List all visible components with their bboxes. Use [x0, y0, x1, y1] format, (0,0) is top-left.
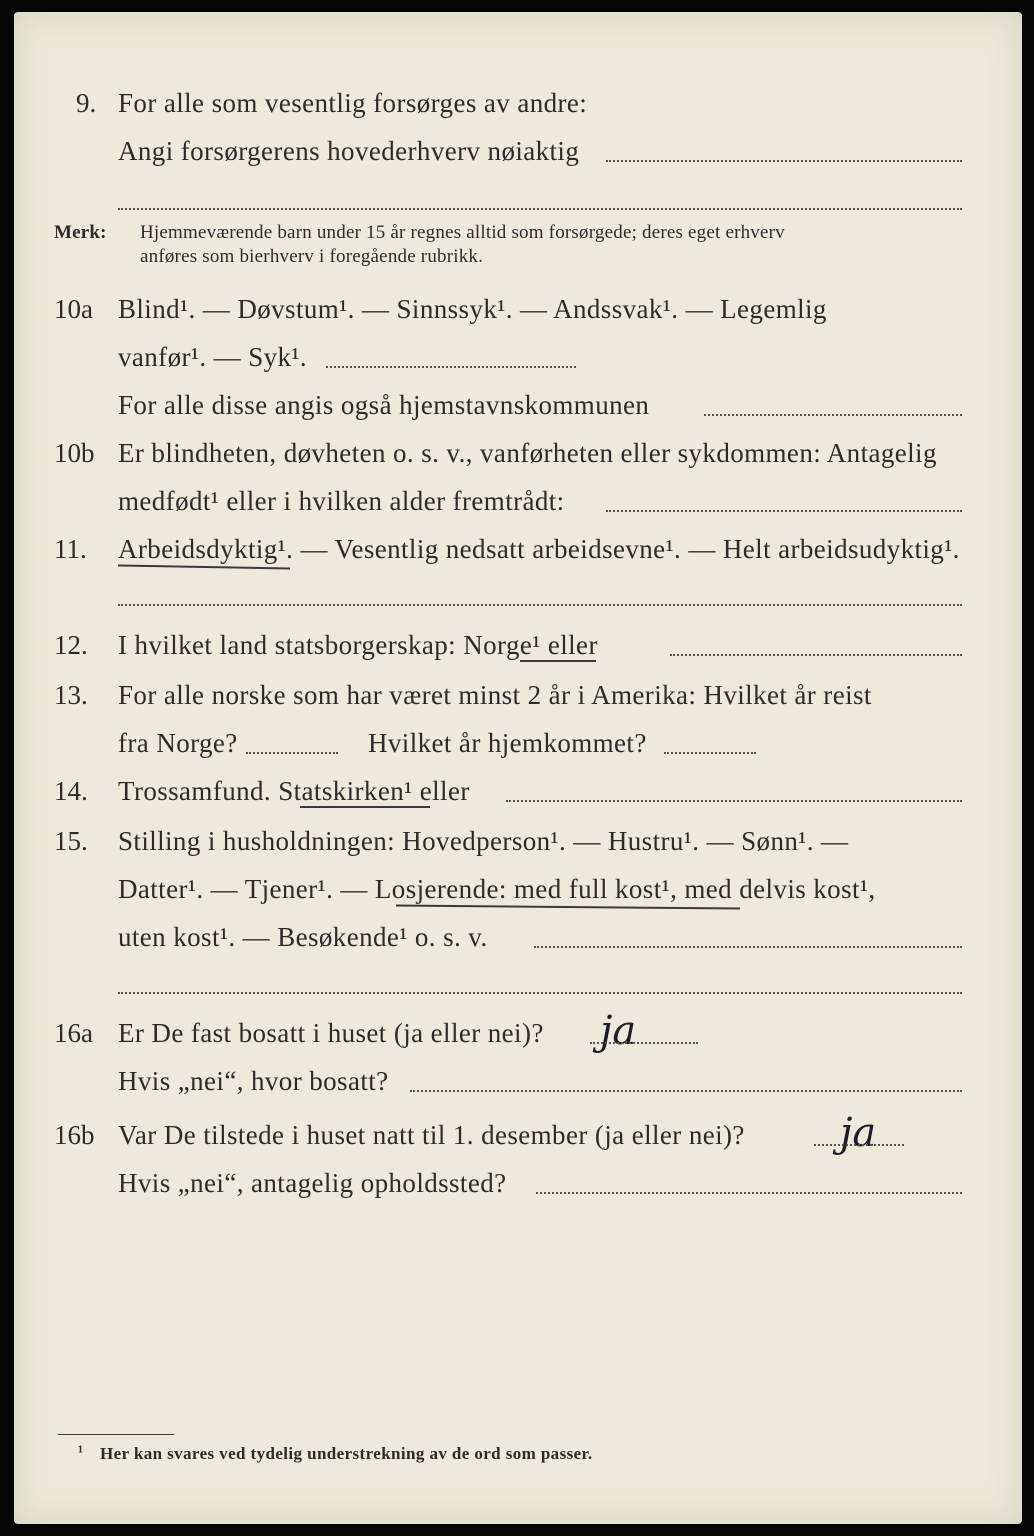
- q12-answer-line[interactable]: [670, 654, 962, 656]
- q16a-residence-line[interactable]: [410, 1090, 962, 1092]
- q12-text-line1: I hvilket land statsborgerskap: Norge¹ eller: [118, 630, 598, 660]
- q13-departure-line[interactable]: [246, 752, 338, 754]
- q13-return-line[interactable]: [664, 752, 756, 754]
- q15-text-line3: uten kost¹. — Besøkende¹ o. s. v.: [118, 922, 488, 952]
- q16b-number: 16b: [54, 1120, 95, 1150]
- q10a-number: 10a: [54, 294, 93, 324]
- q10b-number: 10b: [54, 438, 95, 468]
- q13-text-line2b: Hvilket år hjemkommet?: [368, 728, 647, 758]
- q14-answer-line[interactable]: [506, 800, 962, 802]
- q14-selection-underline: [300, 806, 430, 808]
- q16a-handwritten-answer: ja: [600, 1008, 637, 1054]
- q10b-answer-line[interactable]: [606, 510, 962, 512]
- q9-text-line2: Angi forsørgerens hovederhverv nøiaktig: [118, 136, 580, 166]
- q16a-number: 16a: [54, 1018, 93, 1048]
- footnote-text: Her kan svares ved tydelig understrekning av de ord som passer.: [100, 1444, 593, 1463]
- merk-label: Merk:: [54, 222, 107, 243]
- q15-number: 15.: [54, 826, 88, 856]
- q10a-text-line3: For alle disse angis også hjemstavnskommunen: [118, 390, 650, 420]
- q9-blank-line: [118, 208, 962, 210]
- q15-text-line1: Stilling i husholdningen: Hovedperson¹. — Hustru¹. — Sønn¹. —: [118, 826, 849, 856]
- q9-number: 9.: [76, 88, 97, 118]
- q16b-location-line[interactable]: [536, 1192, 962, 1194]
- q13-number: 13.: [54, 680, 88, 710]
- q11-selection-underline: [118, 564, 290, 569]
- q16a-text-line1: Er De fast bosatt i huset (ja eller nei)?: [118, 1018, 544, 1048]
- q11-text-line1: Arbeidsdyktig¹. — Vesentlig nedsatt arbeidsevne¹. — Helt arbeidsudyktig¹.: [118, 534, 960, 564]
- q15-blank-line: [118, 992, 962, 994]
- q10a-text-line1: Blind¹. — Døvstum¹. — Sinnssyk¹. — Andssvak¹. — Legemlig: [118, 294, 827, 324]
- q15-selection-underline: [396, 904, 740, 909]
- q15-text-line2: Datter¹. — Tjener¹. — Losjerende: med full kost¹, med delvis kost¹,: [118, 874, 876, 904]
- q13-text-line2a: fra Norge?: [118, 728, 238, 758]
- q12-number: 12.: [54, 630, 88, 660]
- q10a-answer-line[interactable]: [326, 366, 576, 368]
- q10b-text-line1: Er blindheten, døvheten o. s. v., vanførheten eller sykdommen: Antagelig: [118, 438, 937, 468]
- footnote-mark: ¹: [78, 1442, 84, 1461]
- q10b-text-line2: medfødt¹ eller i hvilken alder fremtrådt:: [118, 486, 565, 516]
- q16b-text-line1: Var De tilstede i huset natt til 1. desember (ja eller nei)?: [118, 1120, 745, 1150]
- merk-text-line2: anføres som bierhverv i foregående rubrikk.: [140, 246, 484, 267]
- merk-text-line1: Hjemmeværende barn under 15 år regnes alltid som forsørgede; deres eget erhverv: [140, 222, 785, 243]
- q16a-answer-line[interactable]: [590, 1042, 698, 1044]
- q9-text-line1: For alle som vesentlig forsørges av andre:: [118, 88, 588, 118]
- q9-answer-line[interactable]: [606, 160, 962, 162]
- q10a-municipality-line[interactable]: [704, 414, 962, 416]
- q16a-text-line2: Hvis „nei“, hvor bosatt?: [118, 1066, 389, 1096]
- q16b-handwritten-answer: ja: [840, 1110, 877, 1156]
- q11-blank-line: [118, 604, 962, 606]
- q12-selection-underline: [520, 660, 596, 662]
- q16b-text-line2: Hvis „nei“, antagelig opholdssted?: [118, 1168, 507, 1198]
- q11-number: 11.: [54, 534, 87, 564]
- census-form-page: [14, 12, 1022, 1524]
- q15-answer-line[interactable]: [534, 946, 962, 948]
- q14-number: 14.: [54, 776, 88, 806]
- q14-text-line1: Trossamfund. Statskirken¹ eller: [118, 776, 470, 806]
- q10a-text-line2: vanfør¹. — Syk¹.: [118, 342, 308, 372]
- q16b-answer-line[interactable]: [814, 1144, 904, 1146]
- footnote-rule: [58, 1434, 174, 1435]
- q13-text-line1: For alle norske som har været minst 2 år i Amerika: Hvilket år reist: [118, 680, 872, 710]
